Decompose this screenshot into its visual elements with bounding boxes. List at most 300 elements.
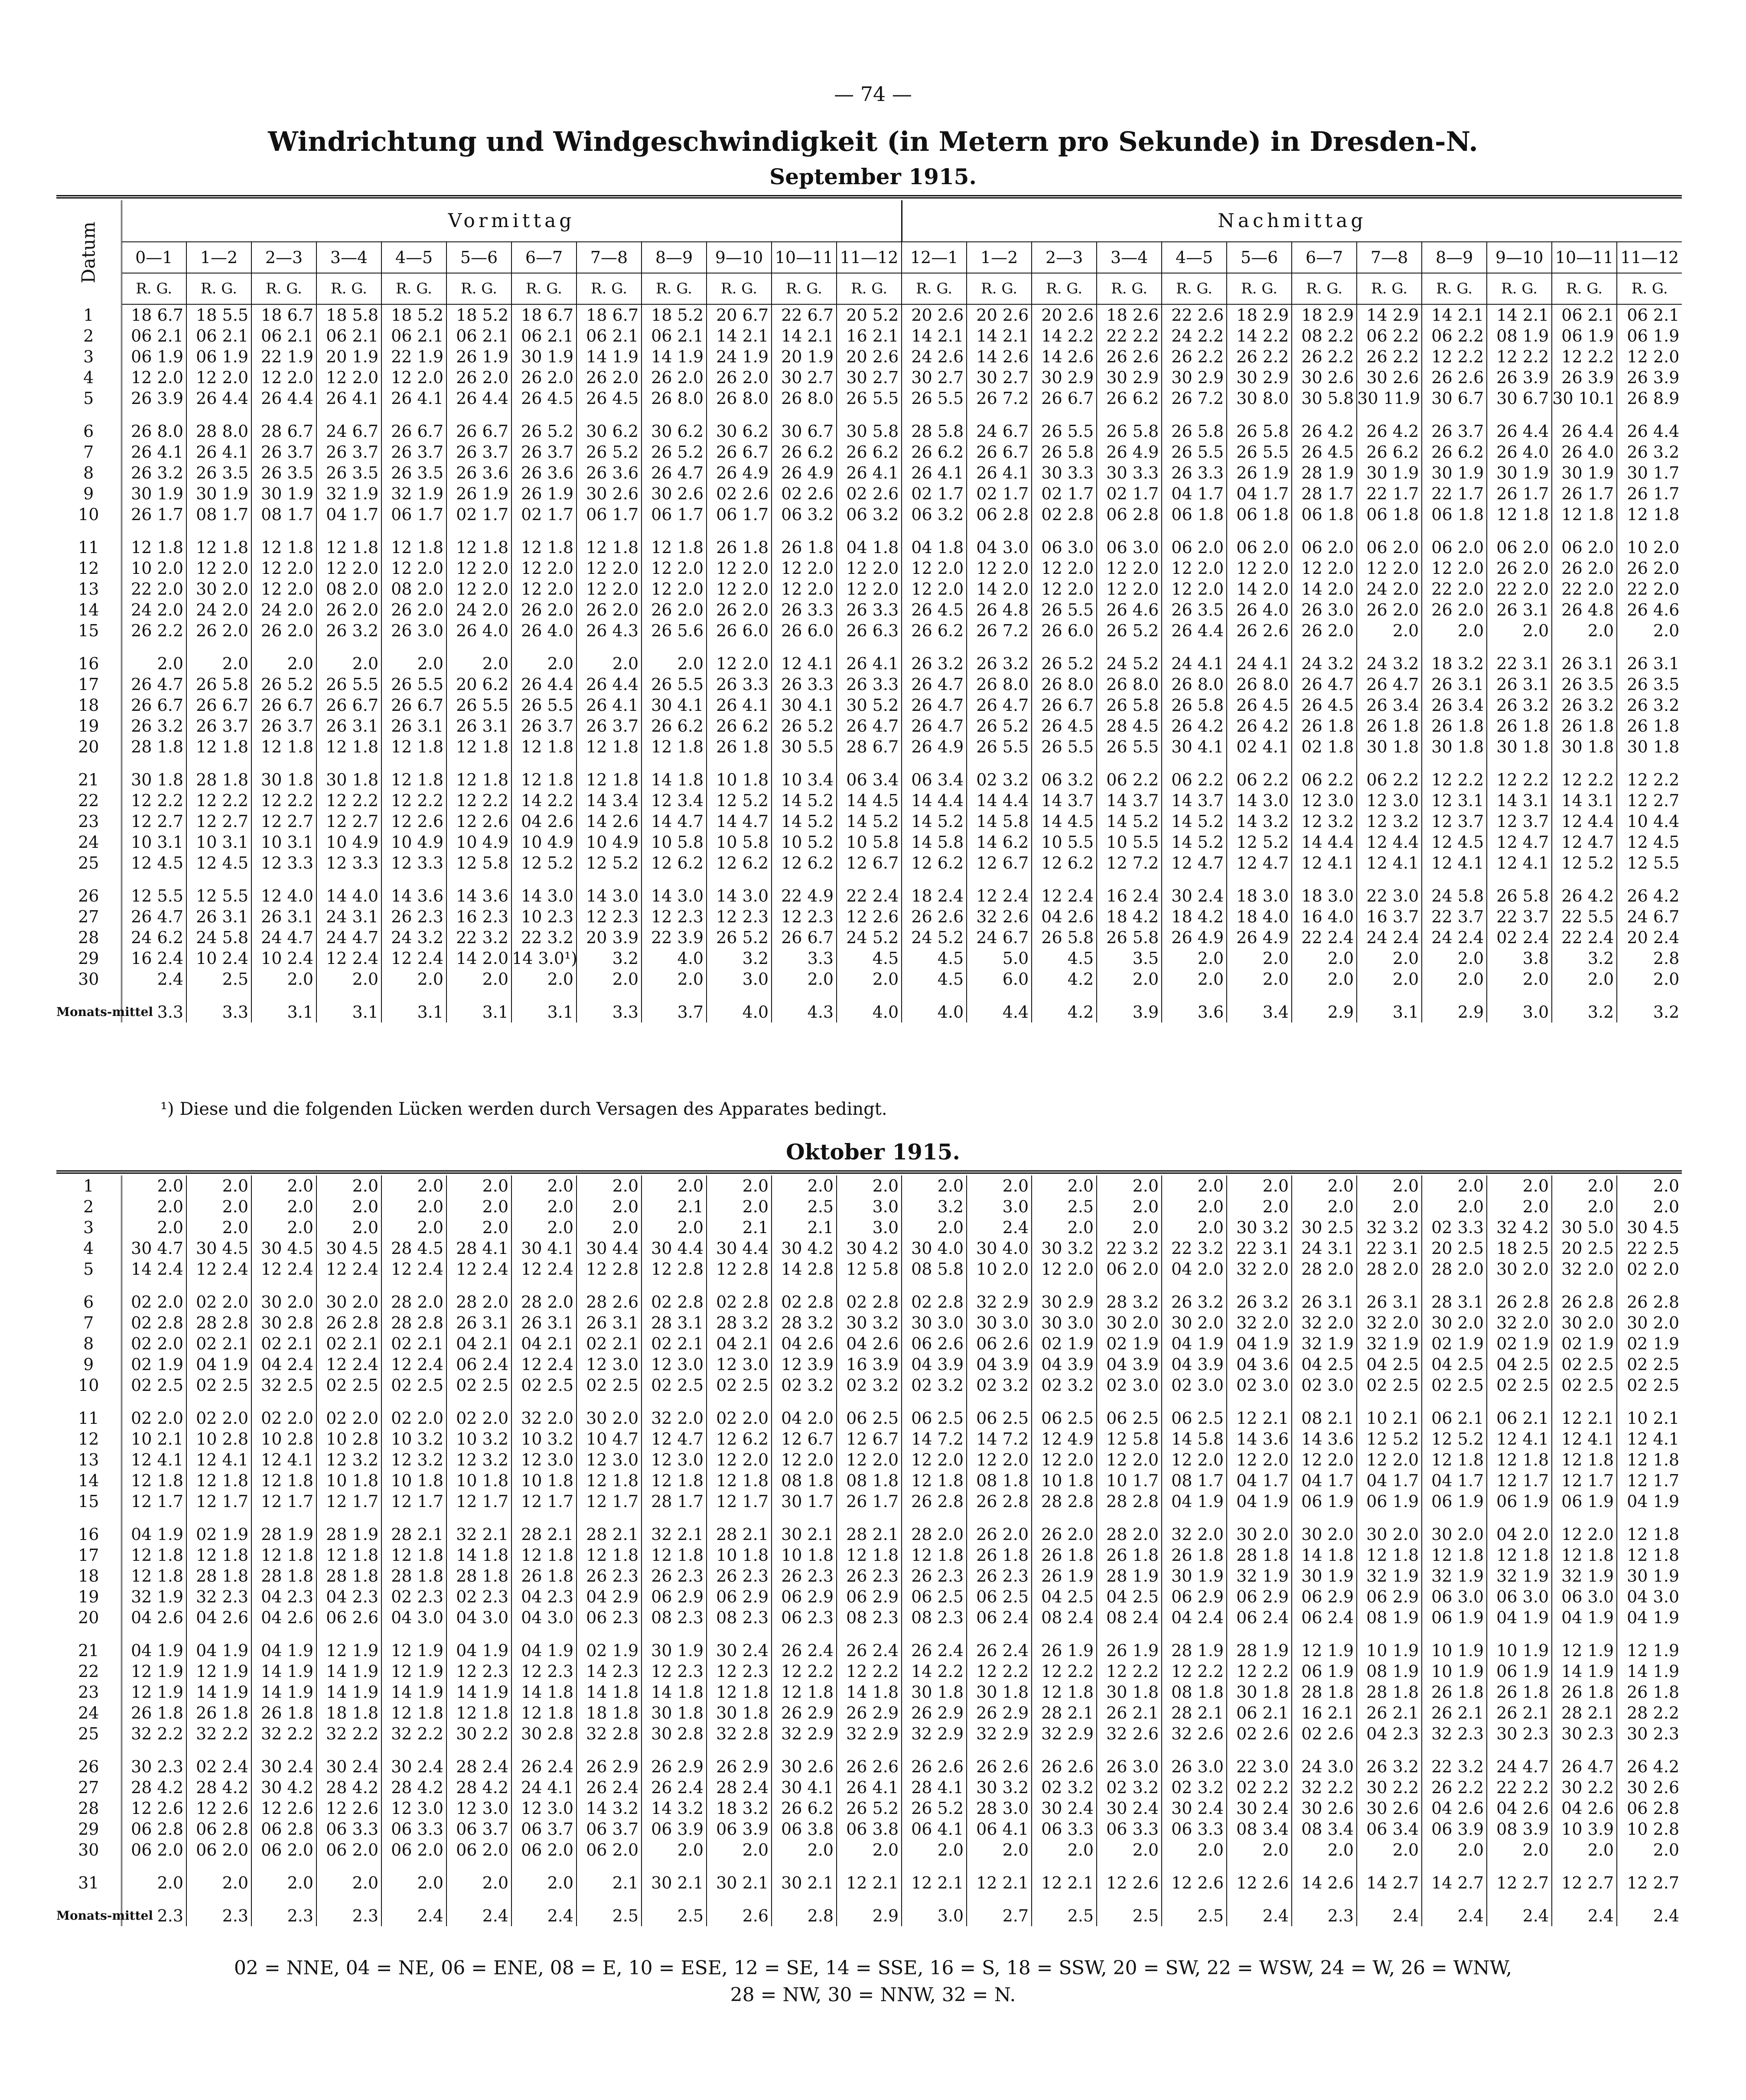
wind-cell: 02 3.3	[1422, 1217, 1487, 1238]
wind-cell: 2.0	[772, 1175, 837, 1196]
wind-cell: 24 2.0	[1357, 579, 1422, 599]
wind-cell: 2.0	[1552, 620, 1617, 641]
wind-cell: 04 1.7	[1357, 1470, 1422, 1491]
wind-cell: 26 2.0	[381, 599, 446, 620]
wind-cell: 12 2.4	[511, 1259, 577, 1280]
wind-cell: 06 2.2	[1292, 757, 1357, 790]
wind-cell: 06 2.4	[1227, 1607, 1292, 1628]
hour-header: 3—4	[1097, 242, 1162, 273]
wind-cell: 14 1.8	[837, 1682, 902, 1703]
wind-cell: 12 2.1	[1227, 1396, 1292, 1429]
wind-cell: 24 5.2	[902, 927, 967, 948]
wind-cell: 32 2.0	[1292, 1312, 1357, 1333]
datum-cell: 25	[56, 853, 121, 873]
wind-cell: 26 1.8	[1487, 716, 1552, 736]
monthly-mean: 2.3	[121, 1893, 186, 1926]
monthly-mean: 3.1	[446, 990, 511, 1022]
wind-cell: 06 2.6	[316, 1607, 381, 1628]
wind-cell: 26 3.5	[1552, 674, 1617, 695]
wind-cell: 32 2.9	[967, 1723, 1032, 1744]
monthly-mean: 4.0	[902, 990, 967, 1022]
wind-cell: 30 2.0	[1552, 1312, 1617, 1333]
wind-cell: 2.0	[642, 969, 707, 990]
wind-cell: 14 2.6	[1292, 1860, 1357, 1893]
wind-cell: 22 3.2	[1162, 1238, 1227, 1259]
wind-cell: 10 1.9	[1357, 1628, 1422, 1661]
wind-cell: 26 5.5	[1162, 442, 1227, 462]
wind-cell: 02 2.5	[1422, 1375, 1487, 1396]
wind-cell: 04 2.6	[186, 1607, 251, 1628]
wind-cell: 30 1.7	[772, 1491, 837, 1512]
wind-cell: 16 2.4	[1097, 873, 1162, 906]
wind-cell: 08 1.9	[1357, 1661, 1422, 1682]
wind-cell: 2.0	[1227, 1840, 1292, 1860]
wind-cell: 12 6.7	[837, 853, 902, 873]
wind-cell: 2.0	[1487, 1196, 1552, 1217]
wind-cell: 12 2.0	[251, 367, 316, 388]
hour-header: 7—8	[1357, 242, 1422, 273]
wind-cell: 28 4.5	[1097, 716, 1162, 736]
wind-cell: 30 2.0	[186, 579, 251, 599]
wind-cell: 26 3.2	[121, 462, 186, 483]
wind-cell: 06 2.0	[1357, 525, 1422, 558]
wind-cell: 12 2.0	[1357, 558, 1422, 579]
table-row	[56, 1280, 1682, 1312]
wind-cell: 26 3.5	[1162, 599, 1227, 620]
wind-cell: 26 8.0	[1227, 674, 1292, 695]
wind-cell: 06 2.3	[772, 1607, 837, 1628]
wind-cell: 30 2.6	[1292, 1798, 1357, 1819]
wind-cell: 12 2.0	[186, 558, 251, 579]
wind-cell: 2.0	[1552, 1196, 1617, 1217]
legend-line-2: 28 = NW, 30 = NNW, 32 = N.	[730, 1984, 1016, 2006]
wind-cell: 2.0	[1227, 1196, 1292, 1217]
wind-cell: 12 3.0	[577, 1354, 642, 1375]
wind-cell: 2.0	[1162, 969, 1227, 990]
table-row	[56, 304, 1682, 326]
wind-cell: 12 2.6	[1162, 1860, 1227, 1893]
wind-cell: 06 2.1	[251, 326, 316, 346]
wind-cell: 06 2.5	[967, 1586, 1032, 1607]
datum-cell: 6	[56, 409, 121, 442]
wind-cell: 14 1.9	[1552, 1661, 1617, 1682]
wind-cell: 04 2.6	[121, 1607, 186, 1628]
wind-cell: 04 1.7	[1227, 483, 1292, 504]
wind-cell: 30 10.1	[1552, 388, 1617, 409]
wind-cell: 2.0	[1487, 969, 1552, 990]
wind-cell: 12 2.0	[251, 558, 316, 579]
wind-cell: 06 2.1	[642, 326, 707, 346]
wind-cell: 26 1.8	[707, 525, 772, 558]
wind-cell: 12 2.0	[186, 367, 251, 388]
monthly-mean: 2.4	[1487, 1893, 1552, 1926]
wind-cell: 26 3.6	[446, 462, 511, 483]
wind-cell: 26 3.7	[381, 442, 446, 462]
wind-cell: 12 2.4	[1032, 873, 1097, 906]
datum-cell: 6	[56, 1280, 121, 1312]
monthly-mean: 3.1	[511, 990, 577, 1022]
wind-cell: 12 3.9	[772, 1354, 837, 1375]
wind-cell: 12 4.9	[1032, 1429, 1097, 1449]
wind-cell: 26 2.3	[967, 1566, 1032, 1586]
wind-cell: 28 1.8	[1357, 1682, 1422, 1703]
wind-cell: 30 1.8	[707, 1703, 772, 1723]
wind-cell: 10 1.8	[511, 1470, 577, 1491]
wind-cell: 14 3.0	[577, 873, 642, 906]
wind-cell: 06 2.8	[967, 504, 1032, 525]
wind-cell: 02 2.5	[186, 1375, 251, 1396]
wind-cell: 12 3.2	[381, 1449, 446, 1470]
wind-cell: 2.0	[1617, 1840, 1682, 1860]
datum-cell: 20	[56, 1607, 121, 1628]
wind-cell: 24 6.2	[121, 927, 186, 948]
wind-cell: 2.0	[316, 1217, 381, 1238]
wind-cell: 14 1.8	[642, 1682, 707, 1703]
wind-cell: 2.0	[186, 1860, 251, 1893]
table-row	[56, 525, 1682, 558]
wind-cell: 06 2.5	[1162, 1396, 1227, 1429]
datum-cell: 24	[56, 832, 121, 853]
wind-cell: 12 2.0	[642, 558, 707, 579]
wind-cell: 26 4.1	[837, 462, 902, 483]
wind-cell: 2.5	[772, 1196, 837, 1217]
wind-cell: 2.0	[381, 969, 446, 990]
wind-cell: 30 2.4	[1162, 873, 1227, 906]
wind-cell: 28 2.8	[1032, 1491, 1097, 1512]
hour-header: 1—2	[967, 242, 1032, 273]
wind-cell: 26 6.2	[772, 1798, 837, 1819]
monthly-mean: 2.5	[1097, 1893, 1162, 1926]
wind-cell: 26 4.2	[1617, 1744, 1682, 1777]
wind-cell: 06 2.1	[1552, 304, 1617, 326]
wind-cell: 22 2.5	[1617, 1238, 1682, 1259]
monthly-mean: 4.0	[837, 990, 902, 1022]
wind-cell: 14 4.4	[902, 790, 967, 811]
wind-cell: 02 4.1	[1227, 736, 1292, 757]
datum-cell: 21	[56, 1628, 121, 1661]
wind-cell: 4.5	[902, 948, 967, 969]
wind-cell: 26 2.6	[1097, 346, 1162, 367]
wind-cell: 12 1.8	[381, 757, 446, 790]
wind-cell: 28 3.2	[1097, 1280, 1162, 1312]
wind-cell: 2.0	[1422, 948, 1487, 969]
table-row	[56, 1840, 1682, 1860]
wind-cell: 3.0	[967, 1196, 1032, 1217]
wind-cell: 20 2.6	[967, 304, 1032, 326]
wind-cell: 28 5.8	[902, 409, 967, 442]
wind-cell: 32 2.2	[316, 1723, 381, 1744]
wind-cell: 12 6.2	[707, 1429, 772, 1449]
datum-cell: 17	[56, 674, 121, 695]
wind-cell: 20 2.5	[1552, 1238, 1617, 1259]
table-row	[56, 1175, 1682, 1196]
wind-cell: 28 3.2	[772, 1312, 837, 1333]
wind-cell: 26 5.5	[446, 695, 511, 716]
table-row	[56, 1238, 1682, 1259]
wind-cell: 26 3.4	[1357, 695, 1422, 716]
wind-cell: 10 1.8	[446, 1470, 511, 1491]
wind-cell: 14 1.9	[642, 346, 707, 367]
wind-cell: 06 1.9	[1552, 1491, 1617, 1512]
wind-cell: 08 2.3	[707, 1607, 772, 1628]
wind-cell: 26 5.5	[1097, 736, 1162, 757]
wind-cell: 12 2.2	[1032, 1661, 1097, 1682]
hour-row	[56, 242, 1682, 273]
wind-cell: 2.0	[1357, 620, 1422, 641]
wind-cell: 26 4.0	[1487, 442, 1552, 462]
monthly-mean: 2.3	[186, 1893, 251, 1926]
wind-cell: 26 4.2	[1552, 873, 1617, 906]
wind-cell: 14 3.7	[1032, 790, 1097, 811]
wind-cell: 02 2.8	[121, 1312, 186, 1333]
wind-cell: 3.2	[1552, 948, 1617, 969]
wind-cell: 14 3.6	[1292, 1429, 1357, 1449]
wind-cell: 30 2.2	[446, 1723, 511, 1744]
wind-cell: 12 1.7	[577, 1491, 642, 1512]
wind-cell: 24 4.1	[1227, 641, 1292, 674]
wind-cell: 24 2.6	[902, 346, 967, 367]
wind-cell: 06 2.5	[1032, 1396, 1097, 1429]
wind-cell: 22 2.4	[1552, 927, 1617, 948]
wind-cell: 12 7.2	[1097, 853, 1162, 873]
wind-cell: 26 2.0	[511, 599, 577, 620]
wind-cell: 30 2.2	[1552, 1777, 1617, 1798]
footnote: ¹) Diese und die folgenden Lücken werden durch Versagen des Apparates bedingt.	[160, 1099, 887, 1119]
wind-cell: 04 2.6	[251, 1607, 316, 1628]
wind-cell: 04 1.9	[1227, 1491, 1292, 1512]
table-row	[56, 504, 1682, 525]
wind-cell: 14 1.8	[511, 1682, 577, 1703]
wind-cell: 26 3.5	[316, 462, 381, 483]
wind-cell: 26 6.7	[186, 695, 251, 716]
wind-cell: 26 4.1	[577, 695, 642, 716]
wind-cell: 06 1.8	[1422, 504, 1487, 525]
wind-cell: 12 1.8	[642, 525, 707, 558]
wind-cell: 30 4.0	[902, 1238, 967, 1259]
wind-cell: 12 1.8	[1617, 1545, 1682, 1566]
wind-cell: 32 2.2	[186, 1723, 251, 1744]
wind-cell: 22 3.2	[1422, 1744, 1487, 1777]
wind-cell: 12 1.8	[251, 736, 316, 757]
wind-cell: 2.0	[772, 1840, 837, 1860]
wind-cell: 14 5.8	[1162, 1429, 1227, 1449]
wind-cell: 02 2.0	[186, 1396, 251, 1429]
wind-cell: 28 1.8	[316, 1566, 381, 1586]
wind-cell: 28 2.1	[1552, 1703, 1617, 1723]
rg-header: R. G.	[446, 273, 511, 304]
wind-cell: 12 4.4	[1357, 832, 1422, 853]
wind-cell: 26 1.8	[511, 1566, 577, 1586]
wind-cell: 12 2.6	[837, 906, 902, 927]
wind-cell: 26 2.1	[1357, 1703, 1422, 1723]
wind-cell: 04 3.9	[967, 1354, 1032, 1375]
wind-cell: 26 5.8	[1162, 695, 1227, 716]
wind-cell: 32 2.9	[902, 1723, 967, 1744]
wind-cell: 02 2.5	[1552, 1354, 1617, 1375]
wind-cell: 02 2.1	[186, 1333, 251, 1354]
wind-cell: 32 2.0	[642, 1396, 707, 1429]
monthly-mean: 3.6	[1162, 990, 1227, 1022]
wind-cell: 02 2.1	[642, 1333, 707, 1354]
wind-cell: 30 2.3	[1487, 1723, 1552, 1744]
wind-cell: 14 4.7	[642, 811, 707, 832]
wind-cell: 12 2.2	[1487, 757, 1552, 790]
wind-cell: 26 4.0	[511, 620, 577, 641]
wind-cell: 2.0	[446, 1196, 511, 1217]
wind-cell: 16 2.3	[446, 906, 511, 927]
wind-cell: 30 5.5	[772, 736, 837, 757]
wind-cell: 28 4.2	[316, 1777, 381, 1798]
wind-cell: 26 3.1	[381, 716, 446, 736]
table-row	[56, 695, 1682, 716]
wind-cell: 26 5.5	[837, 388, 902, 409]
wind-cell: 32 1.9	[1422, 1566, 1487, 1586]
wind-cell: 2.0	[1487, 1840, 1552, 1860]
wind-cell: 12 2.3	[642, 1661, 707, 1682]
wind-cell: 04 3.0	[1617, 1586, 1682, 1607]
wind-cell: 28 2.4	[707, 1777, 772, 1798]
datum-cell: 30	[56, 1840, 121, 1860]
wind-cell: 14 1.8	[1292, 1545, 1357, 1566]
wind-cell: 2.0	[446, 1175, 511, 1196]
wind-cell: 06 3.2	[902, 504, 967, 525]
wind-cell: 06 1.9	[121, 346, 186, 367]
wind-cell: 14 1.8	[446, 1545, 511, 1566]
wind-cell: 06 1.8	[1357, 504, 1422, 525]
wind-cell: 12 1.8	[511, 1703, 577, 1723]
wind-cell: 2.0	[186, 1217, 251, 1238]
wind-cell: 28 2.1	[381, 1512, 446, 1545]
wind-cell: 26 8.0	[707, 388, 772, 409]
wind-cell: 14 1.9	[1617, 1661, 1682, 1682]
wind-cell: 12 2.0	[1097, 558, 1162, 579]
wind-cell: 2.0	[511, 969, 577, 990]
wind-cell: 04 1.7	[316, 504, 381, 525]
monthly-mean: 3.2	[1552, 990, 1617, 1022]
wind-cell: 2.0	[1552, 1840, 1617, 1860]
wind-cell: 30 4.2	[251, 1777, 316, 1798]
wind-cell: 26 5.2	[837, 1798, 902, 1819]
wind-cell: 12 2.1	[967, 1860, 1032, 1893]
wind-cell: 04 2.3	[316, 1586, 381, 1607]
wind-cell: 24 1.9	[707, 346, 772, 367]
wind-cell: 04 1.9	[121, 1628, 186, 1661]
wind-cell: 30 4.5	[251, 1238, 316, 1259]
wind-cell: 12 4.5	[1617, 832, 1682, 853]
wind-cell: 10 3.1	[251, 832, 316, 853]
wind-cell: 2.0	[121, 641, 186, 674]
wind-cell: 12 2.7	[1617, 790, 1682, 811]
wind-cell: 12 5.2	[1422, 1429, 1487, 1449]
wind-cell: 6.0	[967, 969, 1032, 990]
wind-cell: 26 2.4	[967, 1628, 1032, 1661]
wind-cell: 32 1.9	[381, 483, 446, 504]
wind-cell: 16 3.9	[837, 1354, 902, 1375]
wind-cell: 06 3.9	[1422, 1819, 1487, 1840]
wind-cell: 18 5.5	[186, 304, 251, 326]
wind-cell: 12 2.4	[251, 1259, 316, 1280]
wind-cell: 26 2.4	[577, 1777, 642, 1798]
datum-cell: 22	[56, 1661, 121, 1682]
wind-cell: 2.0	[121, 1175, 186, 1196]
wind-cell: 02 1.8	[1292, 736, 1357, 757]
wind-cell: 2.0	[251, 1860, 316, 1893]
table-row	[56, 346, 1682, 367]
wind-cell: 06 1.9	[1357, 1491, 1422, 1512]
wind-cell: 26 5.5	[511, 695, 577, 716]
wind-cell: 30 3.3	[1032, 462, 1097, 483]
wind-cell: 14 2.8	[772, 1259, 837, 1280]
wind-cell: 30 2.2	[1357, 1777, 1422, 1798]
wind-cell: 3.3	[772, 948, 837, 969]
wind-cell: 22 2.2	[1487, 1777, 1552, 1798]
wind-cell: 30 1.8	[1097, 1682, 1162, 1703]
wind-cell: 14 3.0	[642, 873, 707, 906]
wind-cell: 22 1.9	[381, 346, 446, 367]
wind-cell: 02 1.7	[1097, 483, 1162, 504]
wind-cell: 26 2.8	[316, 1312, 381, 1333]
wind-cell: 26 3.2	[1617, 695, 1682, 716]
wind-cell: 2.0	[1292, 969, 1357, 990]
wind-cell: 14 1.9	[251, 1661, 316, 1682]
wind-cell: 2.0	[381, 1217, 446, 1238]
wind-cell: 26 4.7	[642, 462, 707, 483]
wind-cell: 12 2.0	[1227, 1449, 1292, 1470]
wind-cell: 12 2.0	[707, 558, 772, 579]
wind-cell: 22 1.7	[1357, 483, 1422, 504]
wind-cell: 2.0	[577, 1196, 642, 1217]
vormittag-header: Vormittag	[121, 200, 902, 242]
wind-cell: 14 1.8	[642, 757, 707, 790]
wind-cell: 04 1.7	[1292, 1470, 1357, 1491]
wind-cell: 32 2.9	[772, 1723, 837, 1744]
wind-cell: 04 1.9	[1552, 1607, 1617, 1628]
hour-header: 6—7	[511, 242, 577, 273]
wind-cell: 12 1.8	[1552, 1545, 1617, 1566]
wind-cell: 26 6.7	[1032, 695, 1097, 716]
wind-cell: 18 3.0	[1227, 873, 1292, 906]
monthly-mean: 2.6	[707, 1893, 772, 1926]
wind-cell: 12 1.8	[446, 736, 511, 757]
wind-cell: 10 1.9	[1422, 1628, 1487, 1661]
wind-cell: 12 2.7	[1617, 1860, 1682, 1893]
wind-cell: 06 3.0	[1487, 1586, 1552, 1607]
wind-cell: 14 5.2	[1162, 811, 1227, 832]
wind-cell: 26 6.7	[446, 409, 511, 442]
wind-cell: 30 1.8	[1422, 736, 1487, 757]
wind-cell: 06 4.1	[967, 1819, 1032, 1840]
wind-cell: 12 2.3	[642, 906, 707, 927]
wind-cell: 06 2.5	[837, 1396, 902, 1429]
wind-cell: 26 1.9	[1032, 1628, 1097, 1661]
wind-cell: 22 6.7	[772, 304, 837, 326]
wind-cell: 12 6.7	[772, 1429, 837, 1449]
wind-cell: 14 2.7	[1357, 1860, 1422, 1893]
monthly-mean: 2.3	[251, 1893, 316, 1926]
wind-cell: 12 2.0	[511, 579, 577, 599]
wind-cell: 12 1.8	[121, 1470, 186, 1491]
wind-cell: 30 1.9	[511, 346, 577, 367]
wind-cell: 10 2.8	[316, 1429, 381, 1449]
wind-cell: 06 2.1	[316, 326, 381, 346]
wind-cell: 12 2.3	[772, 906, 837, 927]
wind-cell: 12 1.8	[1617, 1449, 1682, 1470]
wind-cell: 28 2.1	[511, 1512, 577, 1545]
wind-cell: 06 2.0	[1487, 525, 1552, 558]
wind-cell: 08 5.8	[902, 1259, 967, 1280]
wind-cell: 12 5.2	[1227, 832, 1292, 853]
wind-cell: 12 1.8	[251, 525, 316, 558]
